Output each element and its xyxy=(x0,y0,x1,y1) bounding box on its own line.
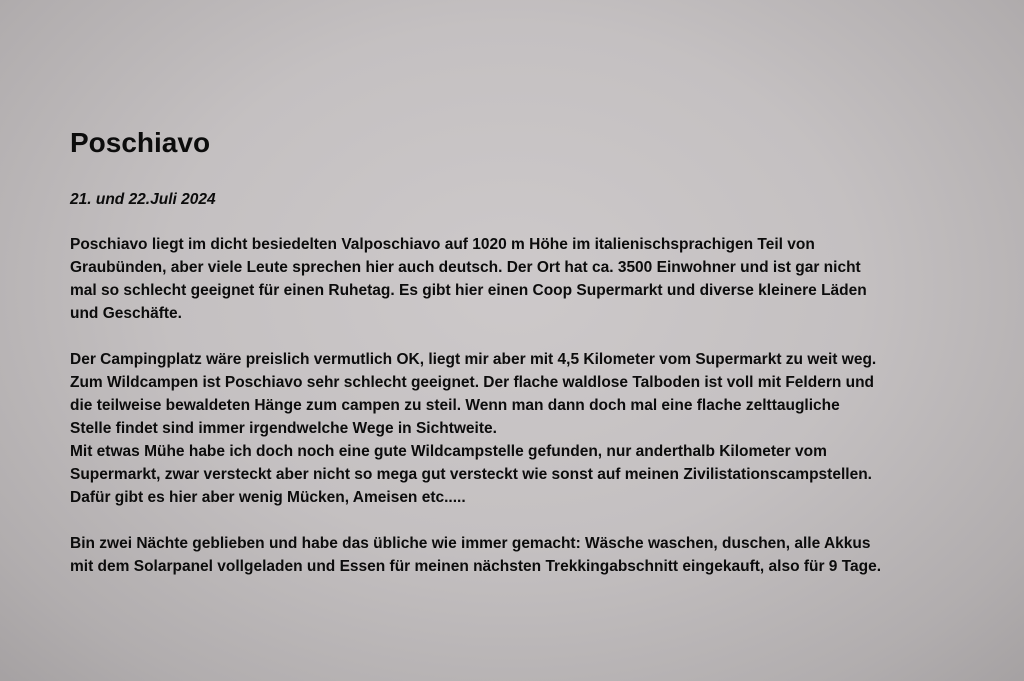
text-line: Stelle findet sind immer irgendwelche Wege in Sichtweite. xyxy=(70,420,497,437)
paragraph-3 xyxy=(70,532,990,578)
text-line: Dafür gibt es hier aber wenig Mücken, Ameisen etc..... xyxy=(70,489,466,506)
text-line: die teilweise bewaldeten Hänge zum campen zu steil. Wenn man dann doch mal eine flache zelttaugliche xyxy=(70,397,840,414)
page-title: Poschiavo xyxy=(70,127,211,158)
text-line: Zum Wildcampen ist Poschiavo sehr schlecht geeignet. Der flache waldlose Talboden ist voll mit Feldern und xyxy=(70,374,875,391)
text-line: mal so schlecht geeignet für einen Ruhetag. Es gibt hier einen Coop Supermarkt und diverse kleinere Läden xyxy=(70,282,867,299)
body-text xyxy=(70,233,990,601)
text-line: Bin zwei Nächte geblieben und habe das übliche wie immer gemacht: Wäsche waschen, duschen, alle Akkus xyxy=(70,535,871,552)
paragraph-1 xyxy=(70,233,990,325)
text-line: und Geschäfte. xyxy=(70,305,182,322)
text-line: Mit etwas Mühe habe ich doch noch eine gute Wildcampstelle gefunden, nur anderthalb Kilometer vom xyxy=(70,443,827,460)
text-line: mit dem Solarpanel vollgeladen und Essen für meinen nächsten Trekkingabschnitt eingekauft, also für 9 Tage. xyxy=(70,558,882,575)
text-line: Poschiavo liegt im dicht besiedelten Valposchiavo auf 1020 m Höhe im italienischsprachigen Teil von xyxy=(70,236,815,253)
paragraph-2 xyxy=(70,348,990,509)
text-line: Der Campingplatz wäre preislich vermutlich OK, liegt mir aber mit 4,5 Kilometer vom Supermarkt zu weit weg. xyxy=(70,351,877,368)
text-line: Supermarkt, zwar versteckt aber nicht so mega gut versteckt wie sonst auf meinen Zivilistationscampstellen. xyxy=(70,466,872,483)
date-line: 21. und 22.Juli 2024 xyxy=(70,191,216,208)
text-line: Graubünden, aber viele Leute sprechen hier auch deutsch. Der Ort hat ca. 3500 Einwohner und ist gar nicht xyxy=(70,259,861,276)
